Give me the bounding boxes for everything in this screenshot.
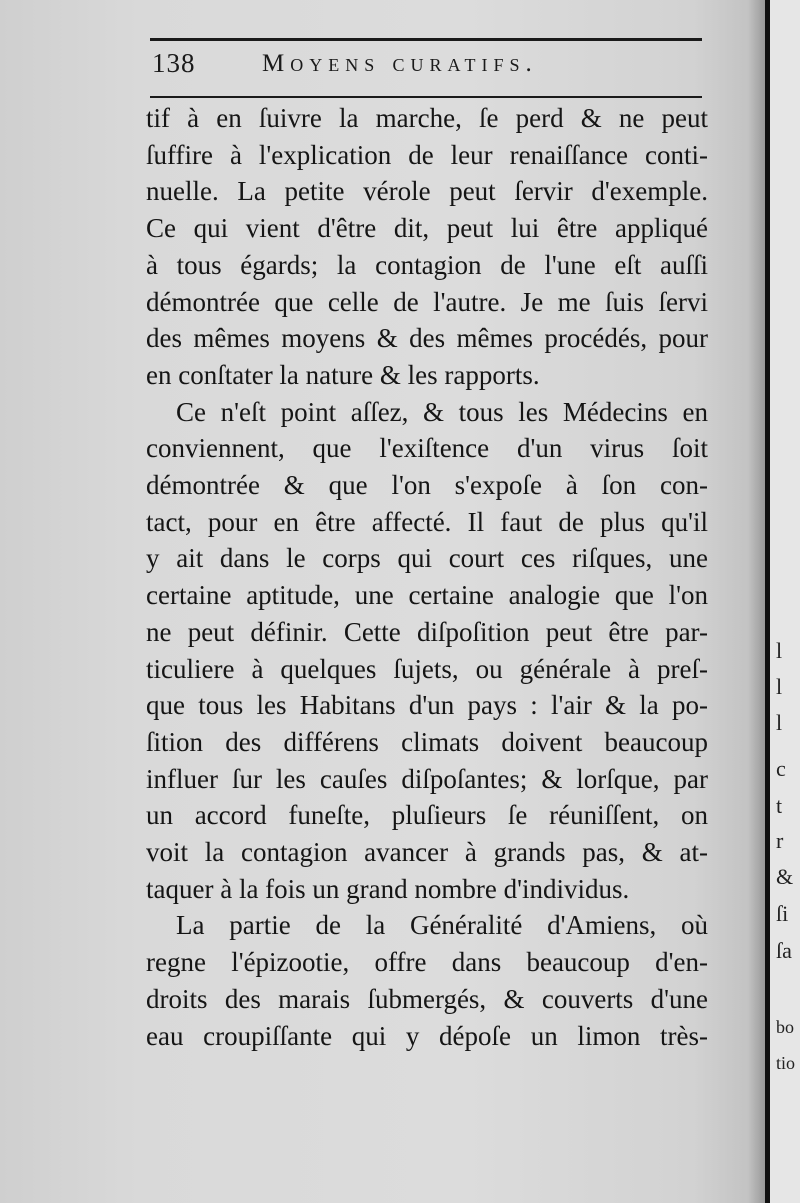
header-rule-top: [150, 38, 702, 41]
facing-page-fragment: t: [776, 793, 783, 818]
text-line: regne l'épizootie, offre dans beaucoup d'en-: [146, 947, 708, 978]
text-line: eau croupiſſante qui y dépoſe un limon très-: [146, 1020, 708, 1051]
text-line: un accord funeſte, pluſieurs ſe réuniſſent, on: [146, 800, 708, 831]
facing-page-fragment: tio: [776, 1053, 796, 1073]
text-line: Ce n'eſt point aſſez, & tous les Médecins en: [176, 396, 708, 427]
text-line: tif à en ſuivre la marche, ſe perd & ne peut: [146, 103, 708, 133]
text-line: démontrée que celle de l'autre. Je me ſuis ſervi: [146, 286, 708, 317]
text-line: influer ſur les cauſes diſpoſantes; & lorſque, par: [146, 763, 708, 794]
text-line: Ce qui vient d'être dit, peut lui être appliqué: [146, 213, 708, 244]
facing-page-fragment: ſi: [776, 901, 789, 926]
page-number: 138: [152, 48, 196, 78]
facing-page-fragment: &: [776, 864, 794, 889]
facing-page-fragment: bo: [776, 1017, 794, 1037]
text-line: y ait dans le corps qui court ces riſques, une: [146, 543, 708, 574]
text-line: tact, pour en être affecté. Il faut de plus qu'il: [146, 506, 708, 537]
text-line: ne peut définir. Cette diſpoſition peut être par-: [146, 616, 708, 647]
text-line: ſuffire à l'explication de leur renaiſſance conti-: [146, 139, 708, 170]
facing-page-fragment: c: [776, 756, 786, 781]
text-line: La partie de la Généralité d'Amiens, où: [176, 910, 708, 941]
text-line: voit la contagion avancer à grands pas, & at-: [146, 837, 708, 868]
text-line: à tous égards; la contagion de l'une eſt auſſi: [146, 249, 708, 280]
text-line: des mêmes moyens & des mêmes procédés, pour: [146, 323, 708, 354]
text-line: taquer à la fois un grand nombre d'individus.: [146, 873, 630, 904]
text-line: que tous les Habitans d'un pays : l'air & la po-: [146, 690, 708, 721]
text-line: conviennent, que l'exiſtence d'un virus ſoit: [146, 433, 708, 464]
facing-page-fragment: r: [776, 828, 784, 853]
text-line: ticuliere à quelques ſujets, ou générale à preſ-: [146, 653, 708, 684]
facing-page-fragment: ſa: [776, 938, 792, 963]
text-line: ſition des différens climats doivent beaucoup: [146, 726, 708, 757]
facing-page-fragment: l: [776, 674, 783, 699]
header-rule-bottom: [150, 96, 702, 98]
body-text: [146, 100, 708, 1054]
text-line: en conſtater la nature & les rapports.: [146, 359, 540, 390]
text-line: nuelle. La petite vérole peut ſervir d'exemple.: [146, 176, 708, 207]
facing-page-fragment: l: [776, 638, 783, 663]
text-line: droits des marais ſubmergés, & couverts d'une: [146, 983, 708, 1014]
text-line: certaine aptitude, une certaine analogie que l'on: [146, 580, 708, 611]
text-line: démontrée & que l'on s'expoſe à ſon con-: [146, 470, 708, 501]
facing-page-edge: [770, 0, 800, 1203]
running-head: Moyens curatifs.: [262, 50, 538, 77]
facing-page-fragment: l: [776, 710, 783, 735]
